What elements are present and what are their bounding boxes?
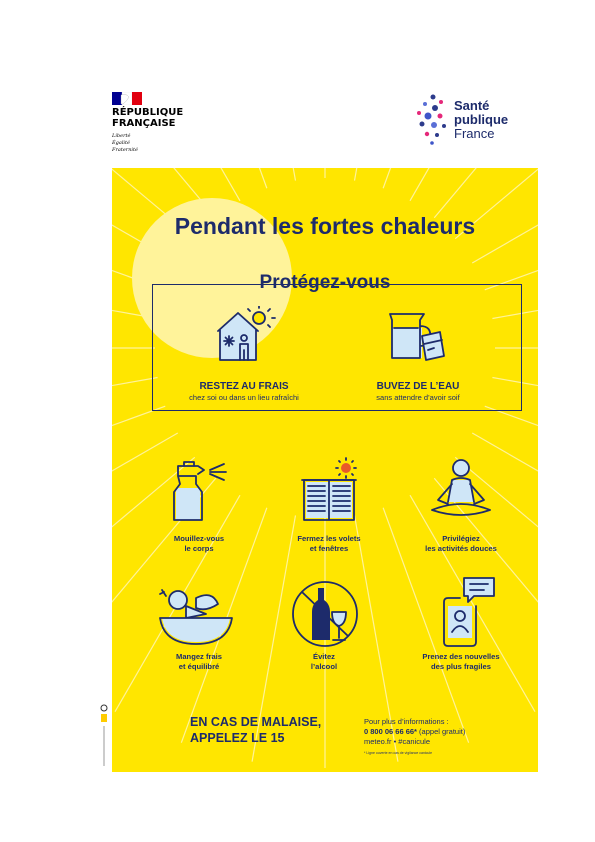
- marianne-logo-icon: [112, 92, 142, 105]
- sun-ray: [355, 168, 398, 181]
- tip-avoid-alcohol: [274, 652, 374, 672]
- tip-stay-cool: [164, 381, 324, 403]
- subtitle-wrap: [112, 272, 538, 294]
- sun-ray: [112, 378, 158, 421]
- tip-avoid-alcohol-line2: l’alcool: [310, 662, 338, 671]
- emergency-message: [190, 714, 360, 746]
- tip-drink-water-title: BUVEZ DE L’EAU: [376, 381, 460, 392]
- sante-publique-france-name: [454, 99, 534, 141]
- info-block: [364, 717, 534, 755]
- tip-close-shutters: [274, 534, 384, 554]
- spf-line3: France: [454, 126, 495, 141]
- republique-francaise-name: [112, 107, 212, 129]
- tip-eat-fresh-line1: Mangez frais: [176, 652, 222, 661]
- tip-eat-fresh-line2: et équilibré: [178, 662, 220, 671]
- tip-drink-water: [338, 381, 498, 403]
- poster-subtitle: Protégez-vous: [259, 272, 391, 293]
- rf-line1: RÉPUBLIQUE: [112, 107, 184, 118]
- info-label: Pour plus d’informations :: [364, 717, 449, 726]
- tip-check-fragile-line1: Prenez des nouvelles: [422, 652, 500, 661]
- tip-wet-body: [149, 534, 249, 554]
- tip-close-shutters-line2: et fenêtres: [309, 544, 349, 553]
- motto-egalite: Égalité: [112, 140, 130, 146]
- tip-close-shutters-line1: Fermez les volets: [297, 534, 361, 543]
- motto-liberte: Liberté: [112, 133, 131, 139]
- spf-line2: publique: [454, 112, 509, 127]
- tip-drink-water-text: sans attendre d’avoir soif: [376, 393, 460, 402]
- emergency-line2: APPELEZ LE 15: [190, 731, 285, 745]
- tip-avoid-alcohol-line1: Évitez: [313, 652, 335, 661]
- info-web[interactable]: meteo.fr • #canicule: [364, 737, 430, 746]
- info-footnote: * Ligne ouverte en cas de vigilance canicule: [364, 751, 433, 755]
- print-marks-icon: [99, 704, 109, 768]
- sante-publique-logo-icon: [413, 91, 453, 151]
- rf-line2: FRANÇAISE: [112, 118, 176, 129]
- phone-call-icon: [438, 576, 498, 648]
- motto-fraternite: Fraternité: [112, 147, 138, 153]
- water-pitcher-icon: [386, 306, 448, 364]
- tip-wet-body-line2: le corps: [184, 544, 214, 553]
- sun-ray: [112, 406, 165, 492]
- republique-motto: [112, 133, 172, 154]
- poster-title: Pendant les fortes chaleurs: [174, 213, 476, 239]
- sun-ray: [383, 168, 469, 188]
- tip-stay-cool-title: RESTEZ AU FRAIS: [199, 381, 289, 392]
- salad-bowl-icon: [156, 584, 236, 646]
- info-phone-note: (appel gratuit): [416, 727, 466, 736]
- tip-gentle-activities-line2: les activités douces: [425, 544, 497, 553]
- tip-check-fragile-line2: des plus fragiles: [431, 662, 491, 671]
- tip-stay-cool-text: chez soi ou dans un lieu rafraîchi: [189, 393, 299, 402]
- no-alcohol-icon: [288, 578, 362, 648]
- window-shutters-icon: [300, 456, 358, 522]
- house-snowflake-icon: [212, 306, 278, 364]
- sun-ray: [434, 168, 538, 218]
- tip-gentle-activities: [404, 534, 518, 554]
- tip-eat-fresh: [149, 652, 249, 672]
- sun-ray: [181, 168, 267, 188]
- tip-gentle-activities-line1: Privilégiez: [442, 534, 480, 543]
- heatwave-poster: [112, 168, 538, 772]
- spf-line1: Santé: [454, 98, 490, 113]
- emergency-line1: EN CAS DE MALAISE,: [190, 715, 322, 729]
- sun-ray: [252, 168, 295, 181]
- info-phone[interactable]: 0 800 06 66 66*: [364, 727, 417, 736]
- meditation-person-icon: [424, 454, 498, 522]
- tip-wet-body-line1: Mouillez-vous: [173, 534, 225, 543]
- spray-bottle-icon: [164, 458, 234, 522]
- tip-check-fragile: [404, 652, 518, 672]
